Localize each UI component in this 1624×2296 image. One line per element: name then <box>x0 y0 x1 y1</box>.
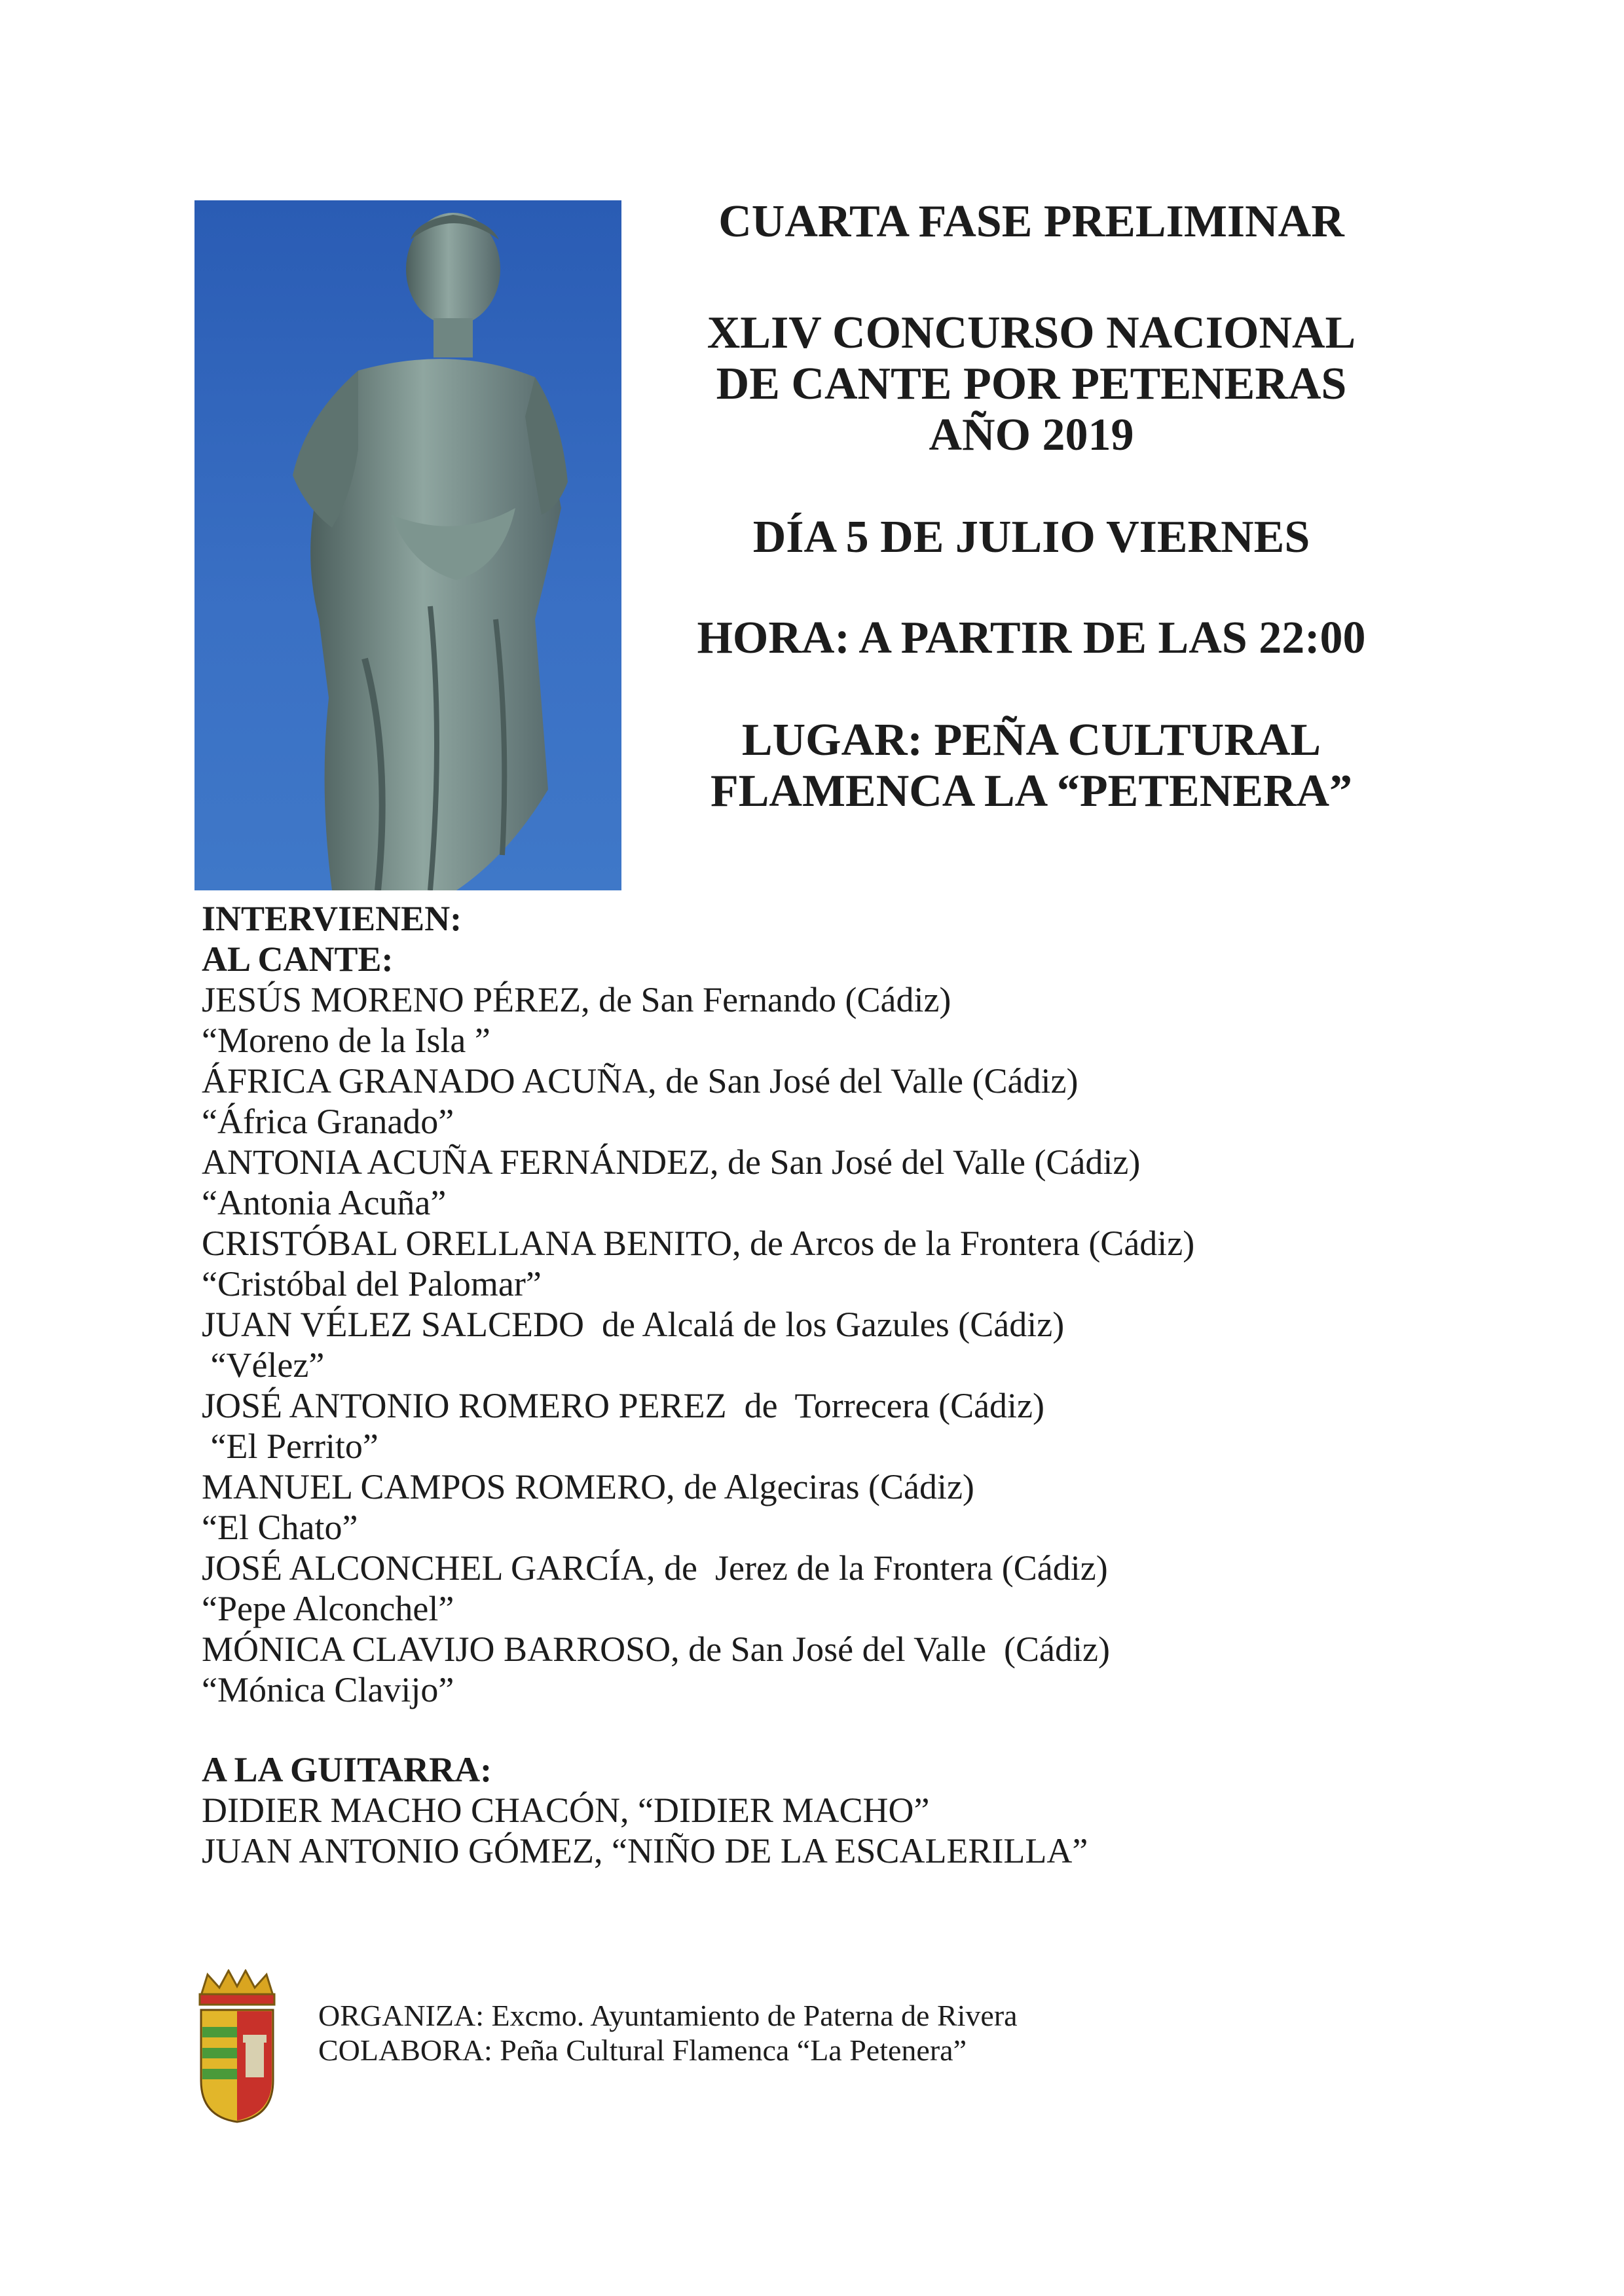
event-date: DÍA 5 DE JULIO VIERNES <box>752 512 1310 562</box>
cante-label: AL CANTE: <box>202 939 394 979</box>
contest-line-2: DE CANTE POR PETENERAS <box>716 359 1347 409</box>
guitarist: DIDIER MACHO CHACÓN, “DIDIER MACHO” <box>202 1791 930 1830</box>
statue-photo <box>194 200 621 890</box>
singer-name: JOSÉ ALCONCHEL GARCÍA, de Jerez de la Frontera (Cádiz) <box>202 1548 1108 1588</box>
singer-alias: “Antonia Acuña” <box>202 1183 447 1222</box>
singer-alias: “Pepe Alconchel” <box>202 1589 454 1628</box>
singer-alias: “Mónica Clavijo” <box>202 1670 454 1709</box>
singer-alias: “Cristóbal del Palomar” <box>202 1264 542 1303</box>
singer-name: MÓNICA CLAVIJO BARROSO, de San José del Valle (Cádiz) <box>202 1630 1110 1669</box>
event-place-line-1: LUGAR: PEÑA CULTURAL <box>741 715 1321 765</box>
coat-of-arms-icon <box>194 1969 280 2123</box>
section-spacer <box>202 1710 1446 1749</box>
performers-list <box>202 898 1446 1871</box>
contest-year: AÑO 2019 <box>929 410 1134 460</box>
singer-name: JESÚS MORENO PÉREZ, de San Fernando (Cádiz) <box>202 980 951 1019</box>
event-time: HORA: A PARTIR DE LAS 22:00 <box>697 613 1366 663</box>
event-place-line-2: FLAMENCA LA “PETENERA” <box>710 766 1353 816</box>
intervienen-label: INTERVIENEN: <box>202 899 462 938</box>
singer-name: CRISTÓBAL ORELLANA BENITO, de Arcos de la Frontera (Cádiz) <box>202 1224 1195 1263</box>
singer-alias: “El Chato” <box>202 1508 358 1547</box>
organizer-line: ORGANIZA: Excmo. Ayuntamiento de Paterna de Rivera <box>318 1999 1018 2032</box>
guitarist: JUAN ANTONIO GÓMEZ, “NIÑO DE LA ESCALERILLA” <box>202 1831 1088 1870</box>
singer-name: ANTONIA ACUÑA FERNÁNDEZ, de San José del Valle (Cádiz) <box>202 1142 1141 1182</box>
collaborator-line: COLABORA: Peña Cultural Flamenca “La Petenera” <box>318 2033 967 2067</box>
singer-alias: “Moreno de la Isla ” <box>202 1021 490 1060</box>
singer-name: JOSÉ ANTONIO ROMERO PEREZ de Torrecera (Cádiz) <box>202 1386 1045 1425</box>
event-heading <box>655 196 1408 817</box>
singer-name: MANUEL CAMPOS ROMERO, de Algeciras (Cádiz) <box>202 1467 974 1506</box>
singer-name: ÁFRICA GRANADO ACUÑA, de San José del Valle (Cádiz) <box>202 1061 1079 1101</box>
phase-title: CUARTA FASE PRELIMINAR <box>718 196 1344 247</box>
credits <box>318 1998 1018 2068</box>
singer-alias: “África Granado” <box>202 1102 454 1141</box>
singer-alias: “Vélez” <box>202 1345 325 1385</box>
guitar-label: A LA GUITARRA: <box>202 1750 492 1789</box>
contest-line-1: XLIV CONCURSO NACIONAL <box>707 308 1356 358</box>
singer-alias: “El Perrito” <box>202 1427 378 1466</box>
singer-name: JUAN VÉLEZ SALCEDO de Alcalá de los Gazules (Cádiz) <box>202 1305 1065 1344</box>
